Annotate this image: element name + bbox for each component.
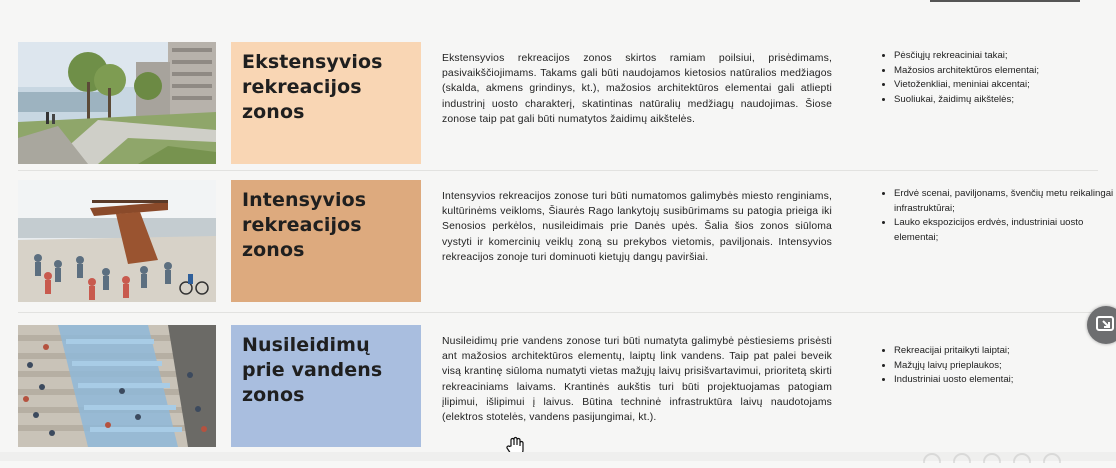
list-item: • Rekreacijai pritaikyti laiptai; bbox=[894, 344, 1114, 359]
list-item: • Industriniai uosto elementai; bbox=[894, 373, 1114, 388]
zone-description: Ekstensyvios rekreacijos zonos skirtos ramiam poilsiui, prisėdimams, pasivaikščiojimams. Takams gali būti naudojamos kietosios natūralios medžiagos (skalda, akmens grindinys, kt.), mažosios architektūros elementai gali atliepti industrinį uosto charakterį, skatintinas natūralių medžiagų naudojimas. Šiose zonose taip pat gali būti numatytos žaidimų aikštelės. bbox=[442, 53, 832, 125]
zone-bullet-list bbox=[874, 344, 1114, 388]
photo-crowded-plaza bbox=[18, 180, 216, 302]
zone-bullet-list bbox=[874, 187, 1114, 245]
share-screen-icon bbox=[1096, 316, 1116, 334]
watermark bbox=[902, 450, 1112, 461]
zone-bullet-list bbox=[874, 49, 1114, 107]
top-edge-bar bbox=[930, 0, 1080, 2]
zone-description: Intensyvios rekreacijos zonose turi būti numatomos galimybės miesto renginiams, kultūrinėms veikloms, Šiaurės Rago lankytojų susibūrimams su patogia prieiga iki Senosios perkėlos, nusileidimais prie Danės upės. Šalia šios zonos siūloma vystyti ir komercinių veiklų zoną su prekybos vietomis, paviljonais. Intensyvios rekreacijos zonoje turi dominuoti kietųjų dangų paviršiai. bbox=[442, 191, 832, 263]
list-item: • Vietoženkliai, meniniai akcentai; bbox=[894, 78, 1114, 93]
zone-row-water-descent bbox=[18, 323, 1098, 449]
zone-title-box bbox=[231, 180, 421, 302]
zone-title-box bbox=[231, 42, 421, 164]
zone-row-extensive bbox=[18, 40, 1098, 166]
list-item: • Suoliukai, žaidimų aikštelės; bbox=[894, 93, 1114, 108]
list-item: • Mažosios architektūros elementai; bbox=[894, 64, 1114, 79]
zone-row-intensive bbox=[18, 178, 1114, 304]
zone-title-box bbox=[231, 325, 421, 447]
row-divider bbox=[18, 170, 1098, 171]
zone-title: Intensyvios rekreacijos zonos bbox=[242, 189, 367, 261]
row-divider bbox=[18, 312, 1098, 313]
list-item: • Mažųjų laivų prieplaukos; bbox=[894, 359, 1114, 374]
zone-title: Nusileidimų prie vandens zonos bbox=[242, 334, 383, 406]
list-item: • Lauko ekspozicijos erdvės, industriniai uosto elementai; bbox=[894, 216, 1114, 245]
photo-waterfront-steps bbox=[18, 325, 216, 447]
zone-description: Nusileidimų prie vandens zonose turi būti numatyta galimybė pėstiesiems prisėsti ant mažosios architektūros elementų, laiptų link vandens. Taip pat palei beveik visą krantinę siūloma numatyti vietas mažųjų laivų prisišvartavimui, prioritetą skirti rekreaciniams laivams. Krantinės aukštis turi būti projektuojamas patogiam įlipimui, išlipimui į laivus. Būtina techninė infrastruktūra laivų naudotojams (elektros stotelės, vandens pasijungimai, kt.). bbox=[442, 336, 832, 424]
list-item: • Pėsčiųjų rekreaciniai takai; bbox=[894, 49, 1114, 64]
list-item: • Erdvė scenai, paviljonams, švenčių metu reikalingai infrastruktūrai; bbox=[894, 187, 1114, 216]
zone-title: Ekstensyvios rekreacijos zonos bbox=[242, 51, 383, 123]
photo-waterfront-promenade bbox=[18, 42, 216, 164]
